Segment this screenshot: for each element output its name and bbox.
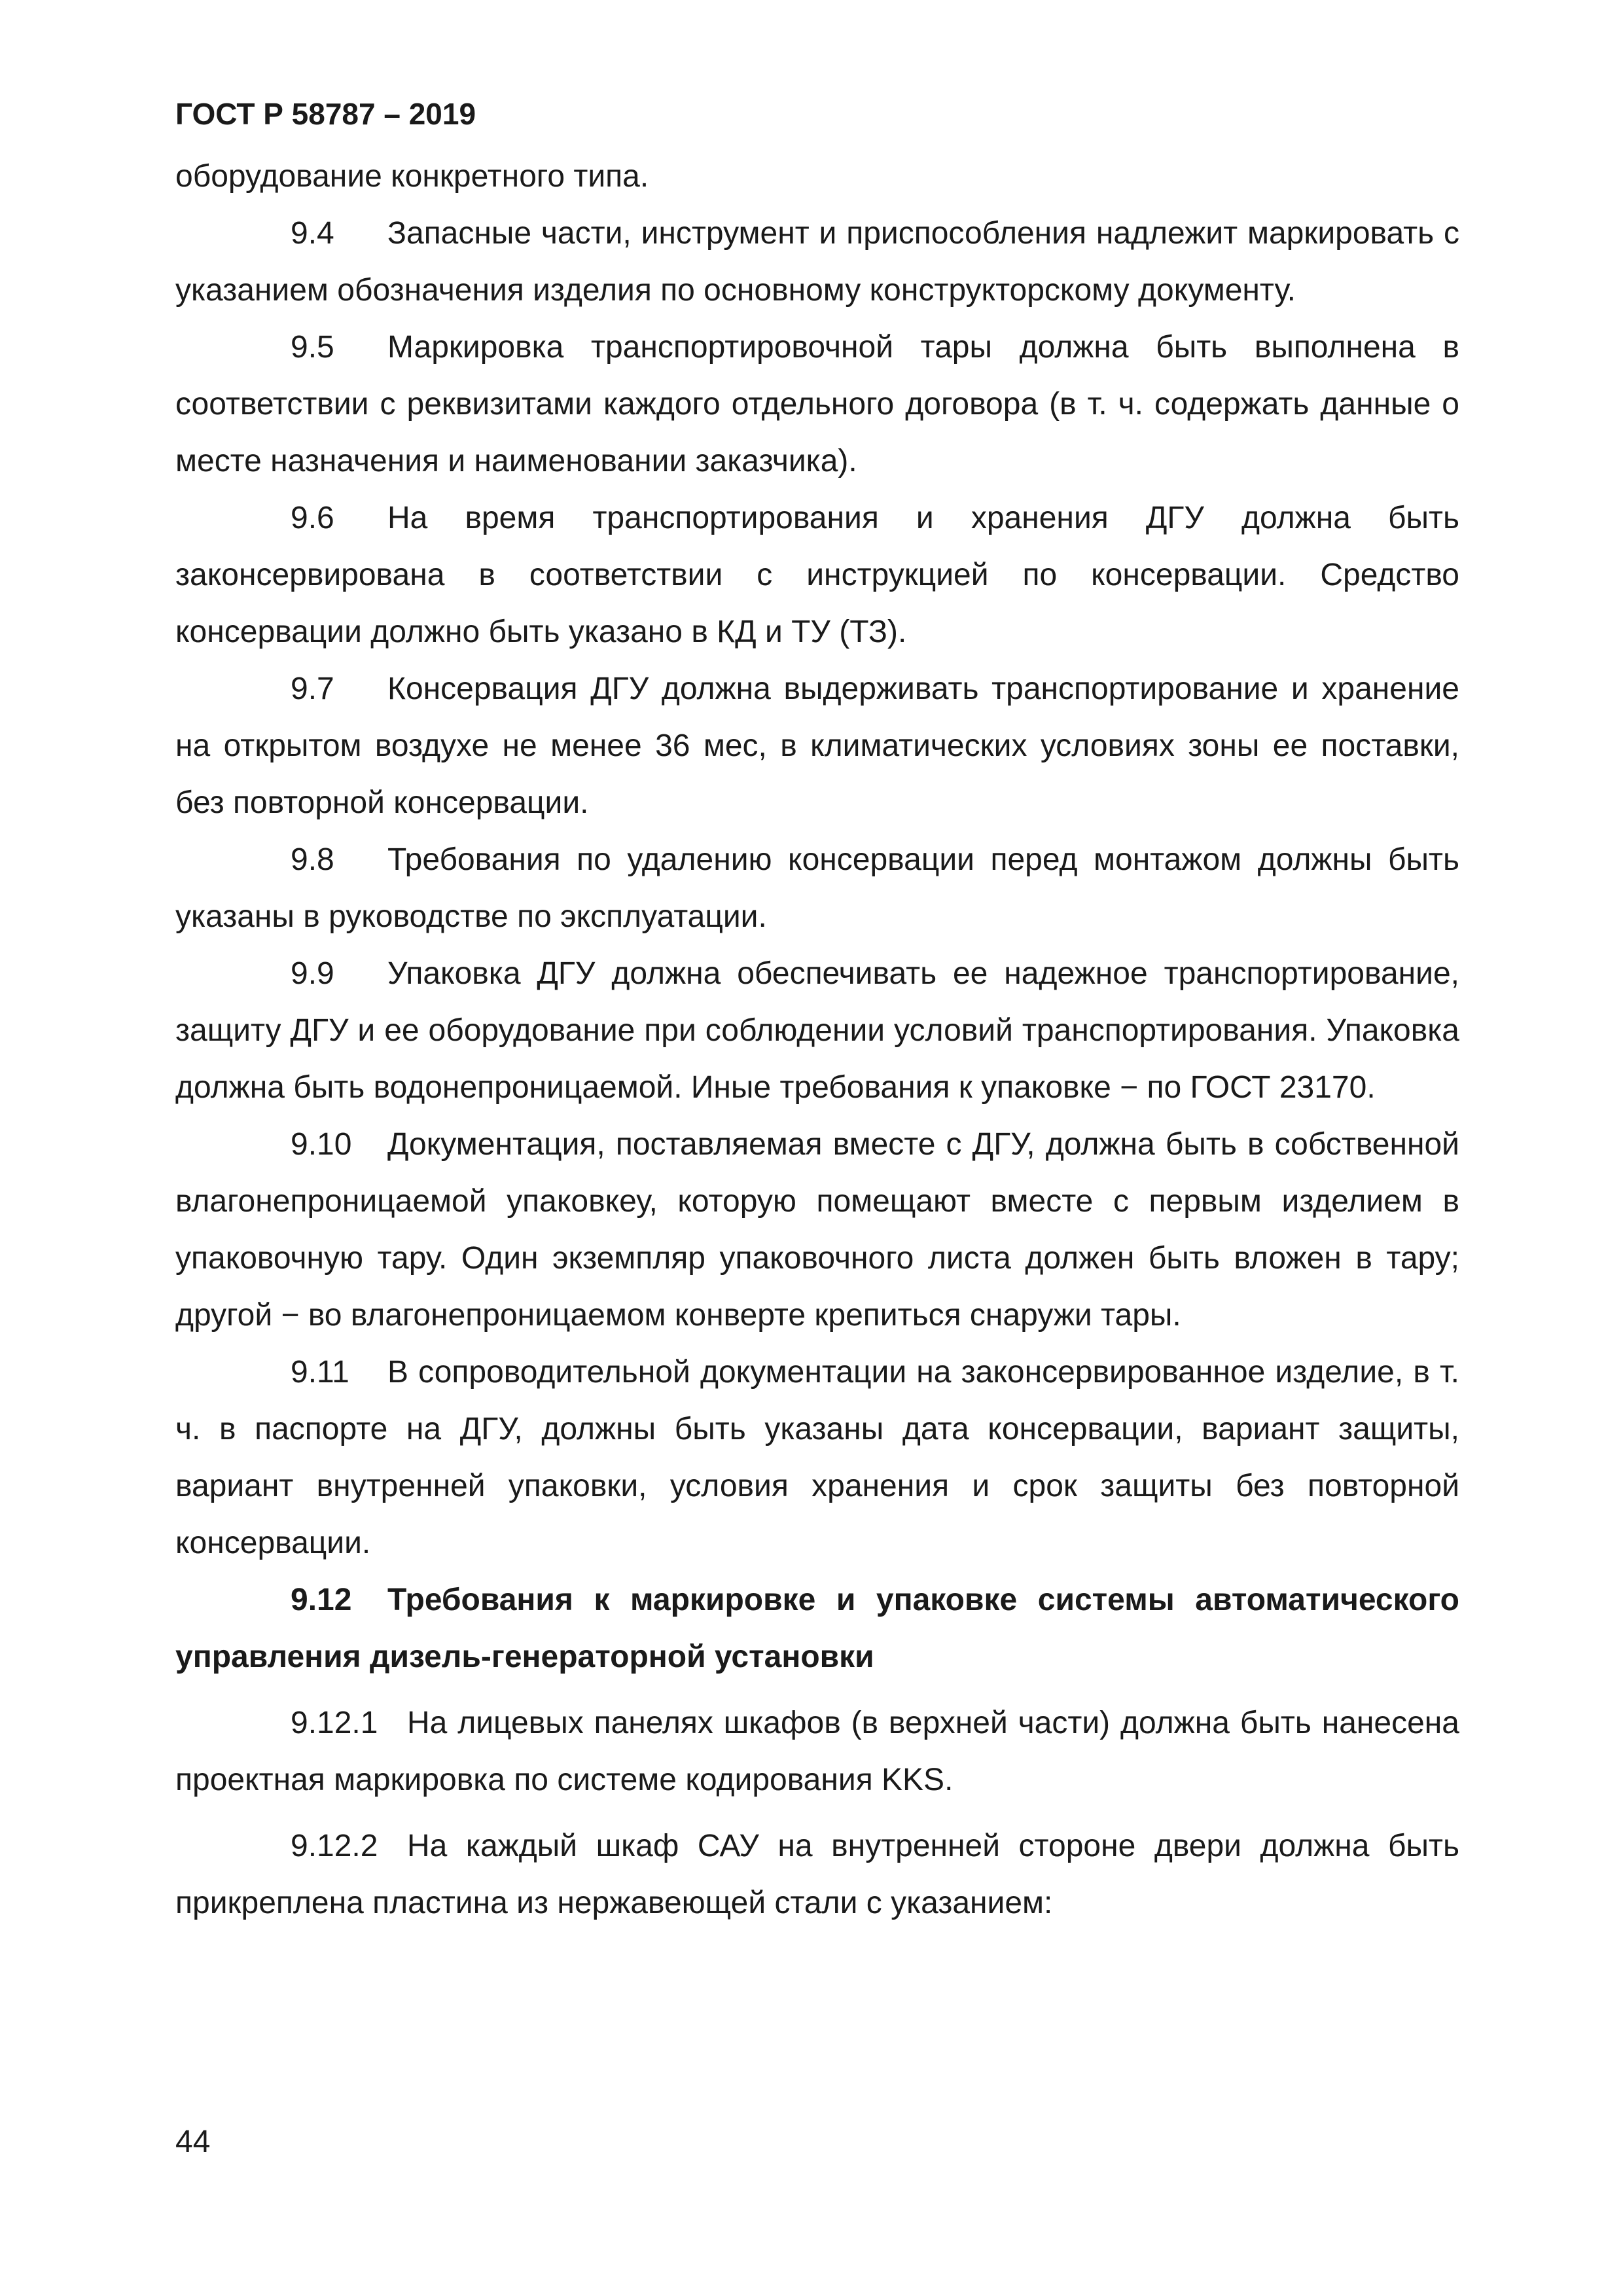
clause-number: 9.11 — [291, 1355, 349, 1390]
paragraph-text: На время транспортирования и хранения ДГУ должна быть законсервирована в соответствии с инструкцией по консервации. Средство консервации должно быть указано в КД и ТУ (ТЗ). — [175, 501, 1459, 649]
clause-number: 9.12.1 — [291, 1706, 378, 1740]
clause-number: 9.9 — [291, 956, 334, 991]
clause-number: 9.8 — [291, 842, 334, 877]
clause-number: 9.7 — [291, 672, 334, 706]
paragraph-text: Консервация ДГУ должна выдерживать транспортирование и хранение на открытом воздухе не менее 36 мес, в климатических условиях зоны ее поставки, без повторной консервации. — [175, 672, 1459, 820]
section-heading-9-12 — [175, 1571, 1459, 1685]
paragraph-9-12-1 — [175, 1695, 1459, 1808]
clause-number: 9.6 — [291, 501, 334, 535]
clause-number: 9.5 — [291, 330, 334, 365]
paragraph-text: Маркировка транспортировочной тары должна быть выполнена в соответствии с реквизитами каждого отдельного договора (в т. ч. содержать данные о месте назначения и наименовании заказчика). — [175, 330, 1459, 478]
paragraph-9-4 — [175, 205, 1459, 319]
paragraph-continuation — [175, 148, 1459, 205]
paragraph-9-9 — [175, 945, 1459, 1116]
paragraph-9-7 — [175, 660, 1459, 831]
paragraph-9-11 — [175, 1344, 1459, 1571]
clause-number: 9.12.2 — [291, 1829, 378, 1863]
clause-number: 9.4 — [291, 216, 334, 251]
page-number: 44 — [175, 2125, 211, 2159]
paragraph-text: В сопроводительной документации на законсервированное изделие, в т. ч. в паспорте на ДГУ, должны быть указаны дата консервации, вариант защиты, вариант внутренней упаковки, условия хранения и срок защиты без повторной консервации. — [175, 1355, 1459, 1560]
paragraph-9-10 — [175, 1116, 1459, 1344]
paragraph-text: Требования по удалению консервации перед монтажом должны быть указаны в руководстве по эксплуатации. — [175, 842, 1459, 934]
paragraph-9-12-2 — [175, 1818, 1459, 1931]
paragraph-text: На каждый шкаф САУ на внутренней стороне двери должна быть прикреплена пластина из нержавеющей стали с указанием: — [175, 1829, 1459, 1920]
document-header: ГОСТ Р 58787 – 2019 — [175, 97, 476, 131]
document-body — [175, 148, 1459, 1931]
paragraph-text: Документация, поставляемая вместе с ДГУ, должна быть в собственной влагонепроницаемой упаковкеу, которую помещают вместе с первым изделием в упаковочную тару. Один экземпляр упаковочного листа должен быть вложен в тару; другой − во влагонепроницаемом конверте крепиться снаружи тары. — [175, 1127, 1459, 1333]
paragraph-text: Запасные части, инструмент и приспособления надлежит маркировать с указанием обозначения изделия по основному конструкторскому документу. — [175, 216, 1459, 308]
paragraph-9-5 — [175, 319, 1459, 490]
paragraph-text: Упаковка ДГУ должна обеспечивать ее надежное транспортирование, защиту ДГУ и ее оборудование при соблюдении условий транспортирования. Упаковка должна быть водонепроницаемой. Иные требования к упаковке − по ГОСТ 23170. — [175, 956, 1459, 1105]
clause-number: 9.10 — [291, 1127, 352, 1162]
section-heading-text: Требования к маркировке и упаковке системы автоматического управления дизель-генераторной установки — [175, 1583, 1459, 1674]
paragraph-text: На лицевых панелях шкафов (в верхней части) должна быть нанесена проектная маркировка по системе кодирования KKS. — [175, 1706, 1459, 1797]
paragraph-9-8 — [175, 831, 1459, 945]
clause-number: 9.12 — [291, 1583, 352, 1617]
paragraph-text: оборудование конкретного типа. — [175, 159, 649, 194]
paragraph-9-6 — [175, 490, 1459, 660]
